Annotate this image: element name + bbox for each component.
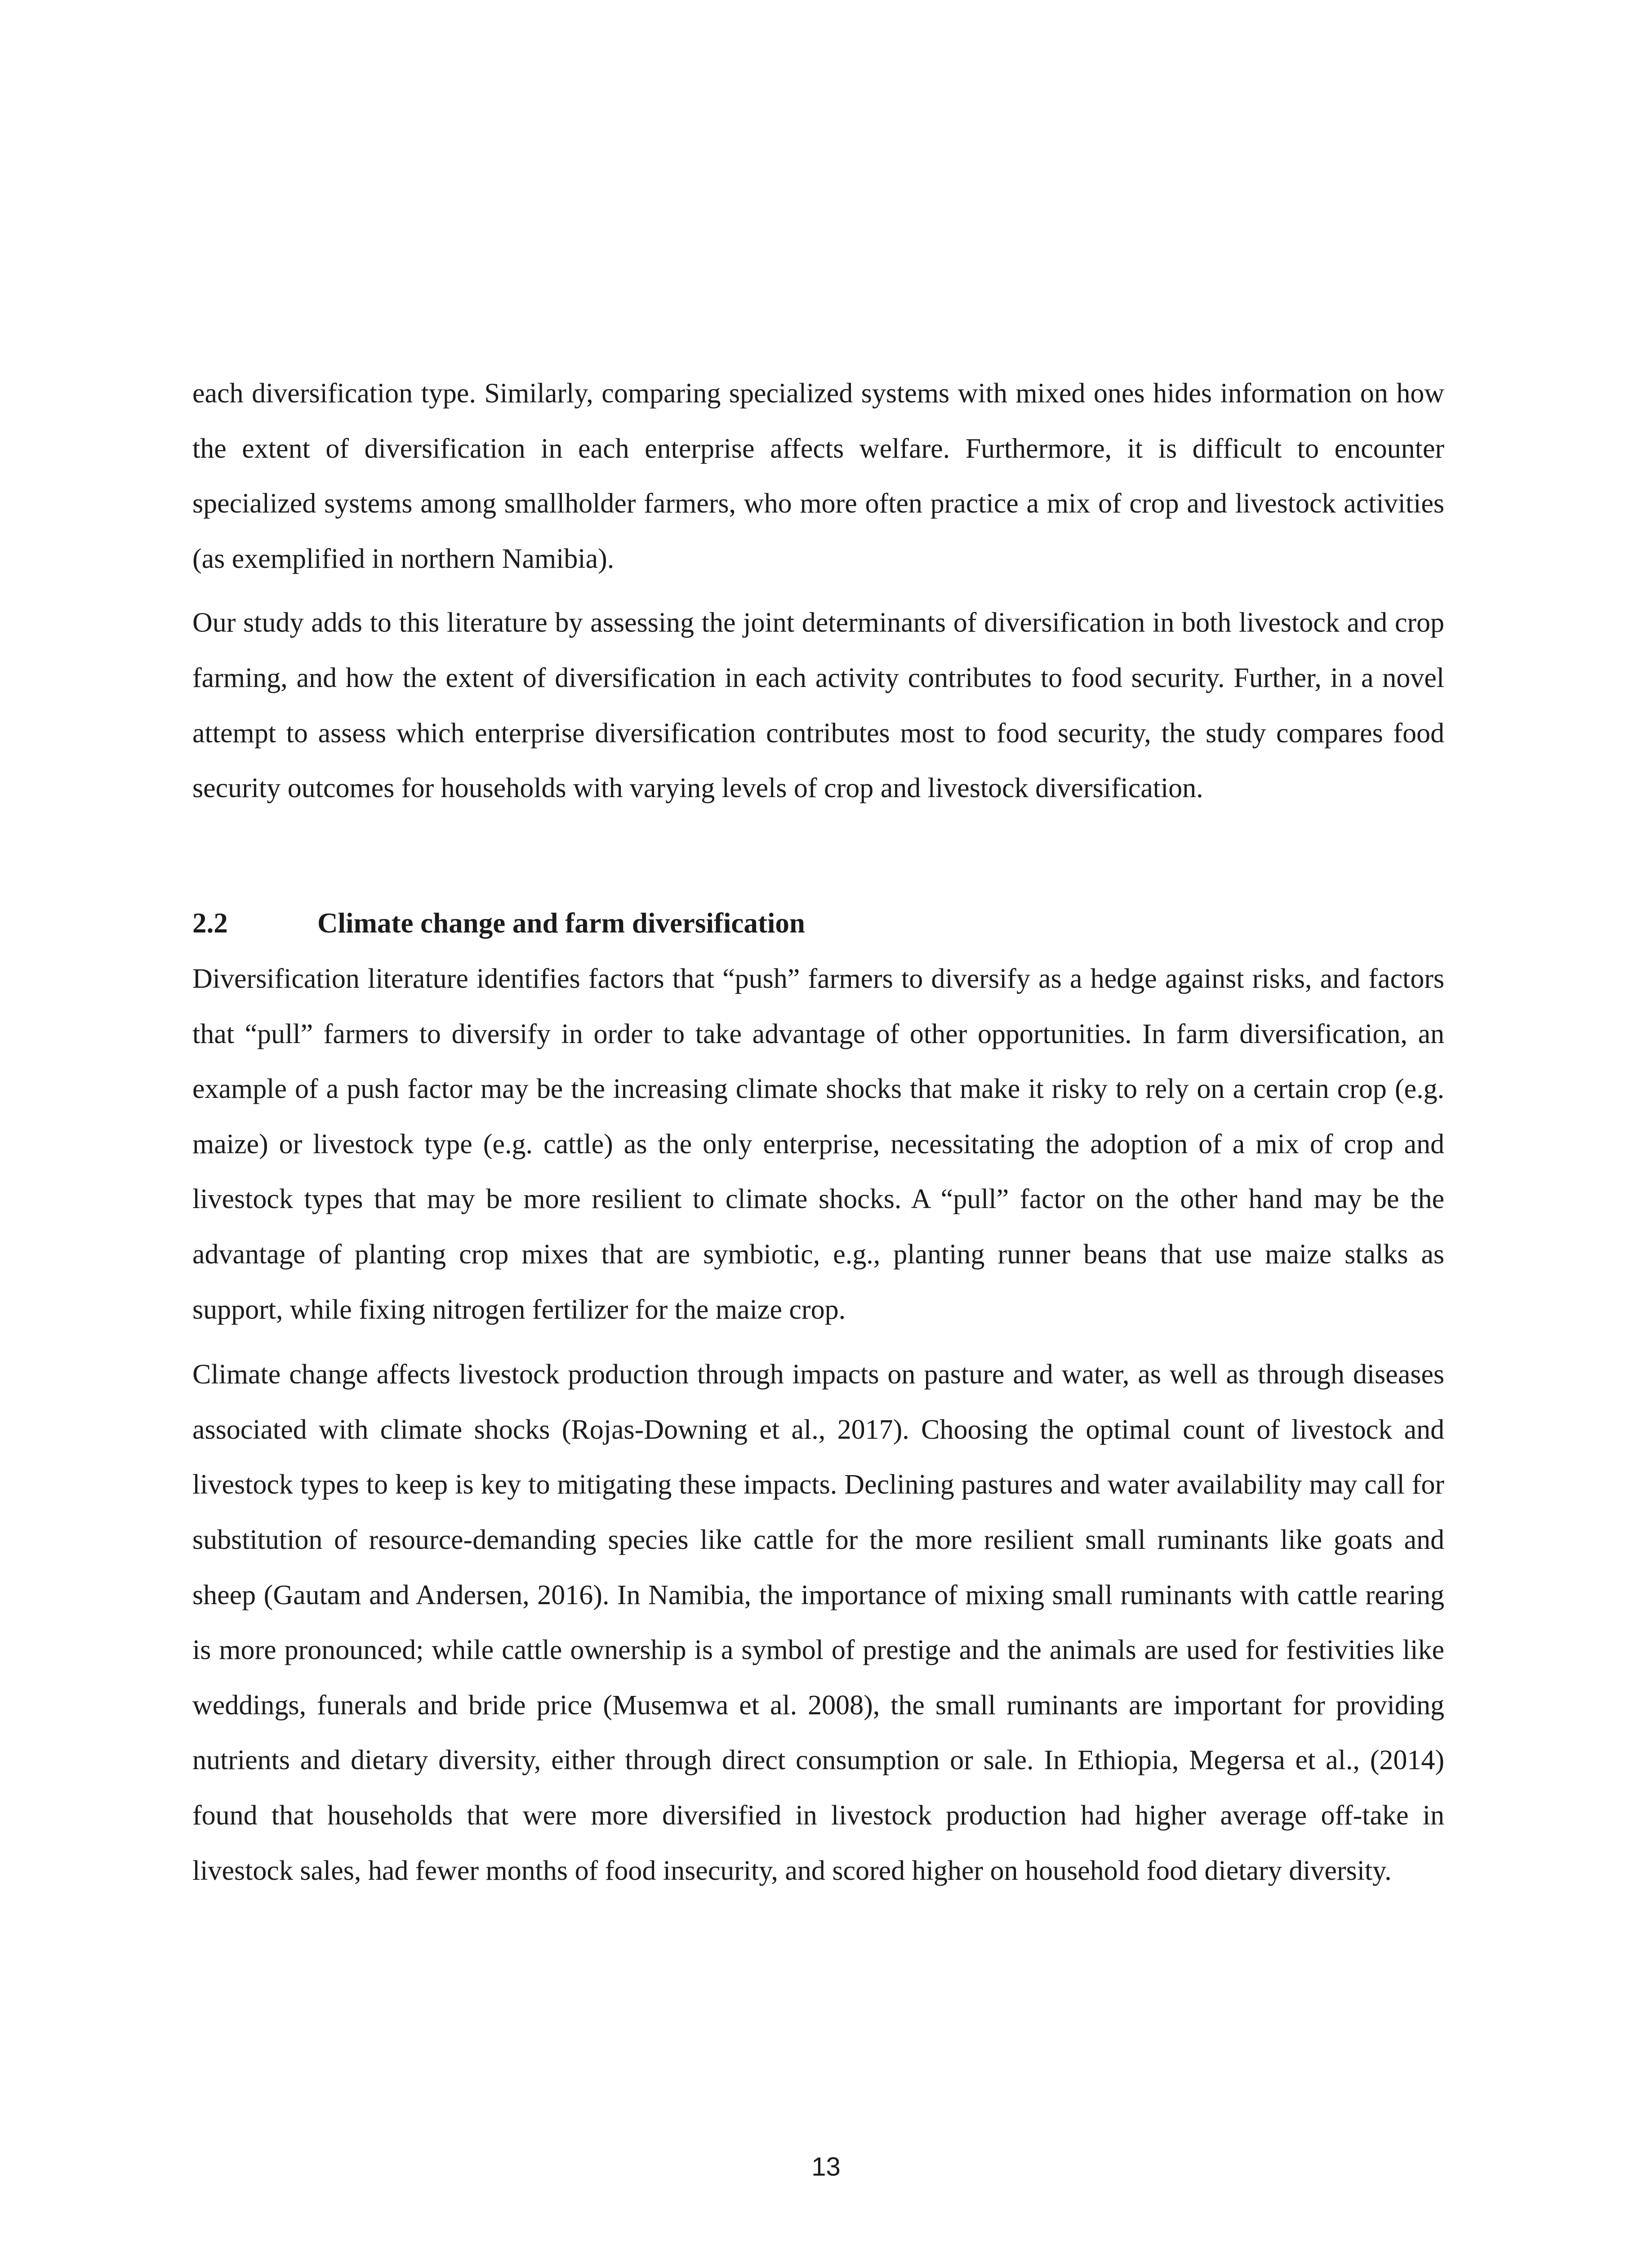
section-number: 2.2 <box>192 907 228 939</box>
intro-text-block <box>192 366 1444 816</box>
section-text-block <box>192 951 1444 1898</box>
paragraph-4: Climate change affects livestock production through impacts on pasture and water, as well as through diseases associated with climate shocks (Rojas-Downing et al., 2017). Choosing the optimal count of livestock and livestock types to keep is key to mitigating these impacts. Declining pastures and water availability may call for substitution of resource-demanding species like cattle for the more resilient small ruminants like goats and sheep (Gautam and Andersen, 2016). In Namibia, the importance of mixing small ruminants with cattle rearing is more pronounced; while cattle ownership is a symbol of prestige and the animals are used for festivities like weddings, funerals and bride price (Musemwa et al. 2008), the small ruminants are important for providing nutrients and dietary diversity, either through direct consumption or sale. In Ethiopia, Megersa et al., (2014) found that households that were more diversified in livestock production had higher average off-take in livestock sales, had fewer months of food insecurity, and scored higher on household food dietary diversity. <box>192 1359 1444 1886</box>
paragraph-1: each diversification type. Similarly, comparing specialized systems with mixed ones hides information on how the extent of diversification in each enterprise affects welfare. Furthermore, it is difficult to encounter specialized systems among smallholder farmers, who more often practice a mix of crop and livestock activities (as exemplified in northern Namibia). <box>192 378 1444 574</box>
section-heading <box>192 905 1444 941</box>
paragraph-2: Our study adds to this literature by assessing the joint determinants of diversification in both livestock and crop farming, and how the extent of diversification in each activity contributes to food security. Further, in a novel attempt to assess which enterprise diversification contributes most to food security, the study compares food security outcomes for households with varying levels of crop and livestock diversification. <box>192 607 1444 804</box>
page-number: 13 <box>811 2152 841 2181</box>
paragraph-3: Diversification literature identifies factors that “push” farmers to diversify as a hedge against risks, and factors that “pull” farmers to diversify in order to take advantage of other opportunities. In farm diversification, an example of a push factor may be the increasing climate shocks that make it risky to rely on a certain crop (e.g. maize) or livestock type (e.g. cattle) as the only enterprise, necessitating the adoption of a mix of crop and livestock types that may be more resilient to climate shocks. A “pull” factor on the other hand may be the advantage of planting crop mixes that are symbiotic, e.g., planting runner beans that use maize stalks as support, while fixing nitrogen fertilizer for the maize crop. <box>192 963 1444 1325</box>
section-title: Climate change and farm diversification <box>317 907 805 939</box>
